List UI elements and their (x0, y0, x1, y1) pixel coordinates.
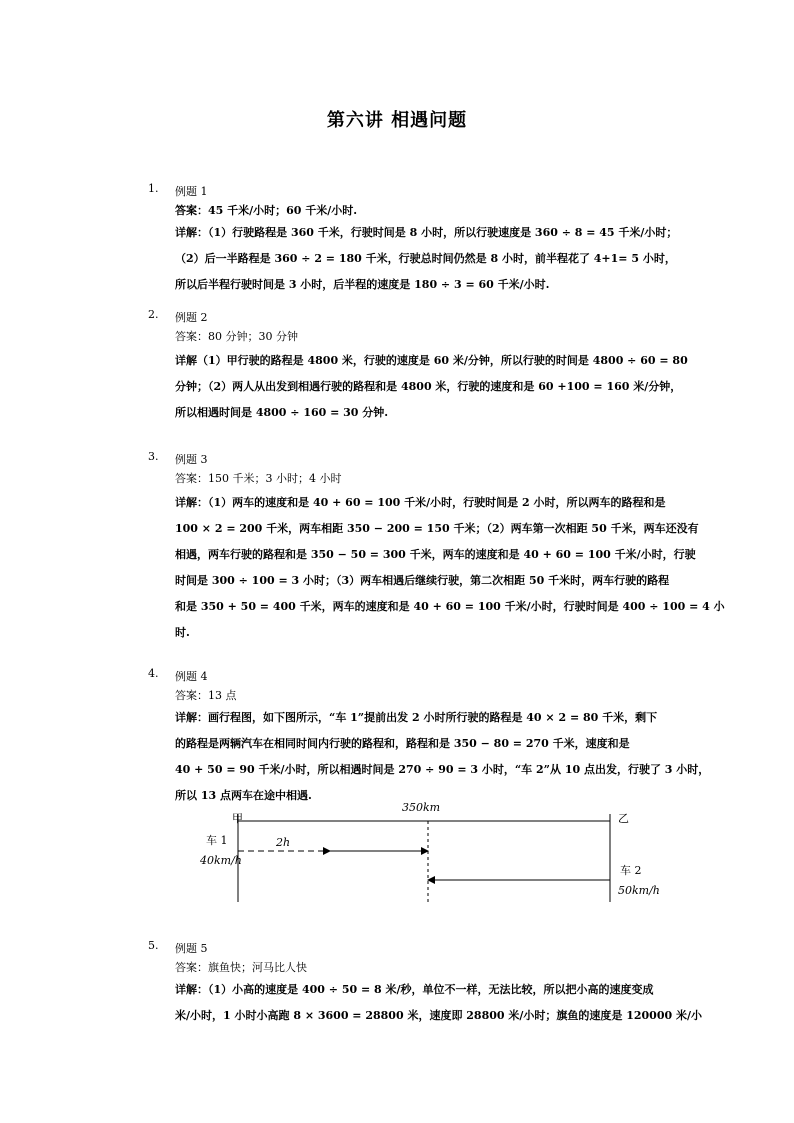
detail-line: 所以相遇时间是 4800 ÷ 160 = 30 分钟. (175, 406, 389, 419)
detail-line: 分钟；（2）两人从出发到相遇行驶的路程和是 4800 米，行驶的速度和是 60 +100 = 160 米/分钟， (175, 380, 682, 393)
head-start-label: 2h (276, 836, 291, 849)
detail-line: 时间是 300 ÷ 100 = 3 小时；（3）两车相遇后继续行驶，第二次相距 50 千米时，两车行驶的路程 (175, 574, 670, 587)
problem-number: 1. (148, 182, 159, 195)
detail-line: 详解：（1）小高的速度是 400 ÷ 50 = 8 米/秒，单位不一样，无法比较，所以把小高的速度变成 (175, 983, 654, 996)
problem-name: 例题 3 (175, 453, 208, 466)
detail-line: 米/小时，1 小时小高跑 8 × 3600 = 28800 米，速度即 28800 米/小时；旗鱼的速度是 120000 米/小 (175, 1009, 702, 1022)
car2-label: 车 2 (620, 864, 642, 877)
detail-line: 的路程是两辆汽车在相同时间内行驶的路程和，路程和是 350 − 80 = 270 千米，速度和是 (175, 737, 630, 750)
detail-line: 相遇，两车行驶的路程和是 350 − 50 = 300 千米，两车的速度和是 40 + 60 = 100 千米/小时，行驶 (175, 548, 696, 561)
car2-speed: 50km/h (618, 884, 660, 897)
distance-label: 350km (402, 801, 441, 814)
detail-line: （2）后一半路程是 360 ÷ 2 = 180 千米，行驶总时间仍然是 8 小时，前半程花了 4+1= 5 小时， (175, 252, 676, 265)
detail-line: 详解：（1）两车的速度和是 40 + 60 = 100 千米/小时，行驶时间是 2 小时，所以两车的路程和是 (175, 496, 666, 509)
problem-number: 5. (148, 939, 159, 952)
car1-label: 车 1 (206, 834, 228, 847)
problem-number: 4. (148, 667, 159, 680)
travel-diagram (190, 796, 660, 906)
detail-line: 详解：画行程图，如下图所示，“车 1”提前出发 2 小时所行驶的路程是 40 × 2 = 80 千米，剩下 (175, 711, 658, 724)
detail-line: 时. (175, 626, 190, 639)
problem-name: 例题 5 (175, 942, 208, 955)
answer-line: 答案：13 点 (175, 689, 237, 702)
point-a-label: 甲 (232, 812, 243, 825)
problem-number: 2. (148, 308, 159, 321)
detail-line: 所以后半程行驶时间是 3 小时，后半程的速度是 180 ÷ 3 = 60 千米/小时. (175, 278, 550, 291)
problem-number: 3. (148, 450, 159, 463)
point-b-label: 乙 (618, 812, 629, 825)
answer-line: 答案：45 千米/小时；60 千米/小时. (175, 204, 358, 217)
detail-line: 和是 350 + 50 = 400 千米，两车的速度和是 40 + 60 = 100 千米/小时，行驶时间是 400 ÷ 100 = 4 小 (175, 600, 725, 613)
problem-name: 例题 1 (175, 185, 208, 198)
problem-name: 例题 2 (175, 311, 208, 324)
detail-line: 所以 13 点两车在途中相遇. (175, 789, 312, 802)
answer-line: 答案：旗鱼快；河马比人快 (175, 961, 307, 974)
car1-speed: 40km/h (200, 854, 242, 867)
detail-line: 40 + 50 = 90 千米/小时，所以相遇时间是 270 ÷ 90 = 3 小时，“车 2”从 10 点出发，行驶了 3 小时， (175, 763, 710, 776)
answer-line: 答案：80 分钟；30 分钟 (175, 330, 298, 343)
page-title: 第六讲 相遇问题 (326, 110, 468, 131)
detail-line: 详解：（1）行驶路程是 360 千米，行驶时间是 8 小时，所以行驶速度是 360 ÷ 8 = 45 千米/小时； (175, 226, 678, 239)
detail-line: 100 × 2 = 200 千米，两车相距 350 − 200 = 150 千米；（2）两车第一次相距 50 千米，两车还没有 (175, 522, 699, 535)
detail-line: 详解（1）甲行驶的路程是 4800 米，行驶的速度是 60 米/分钟，所以行驶的时间是 4800 ÷ 60 = 80 (175, 354, 688, 367)
answer-line: 答案：150 千米；3 小时；4 小时 (175, 472, 342, 485)
problem-name: 例题 4 (175, 670, 208, 683)
